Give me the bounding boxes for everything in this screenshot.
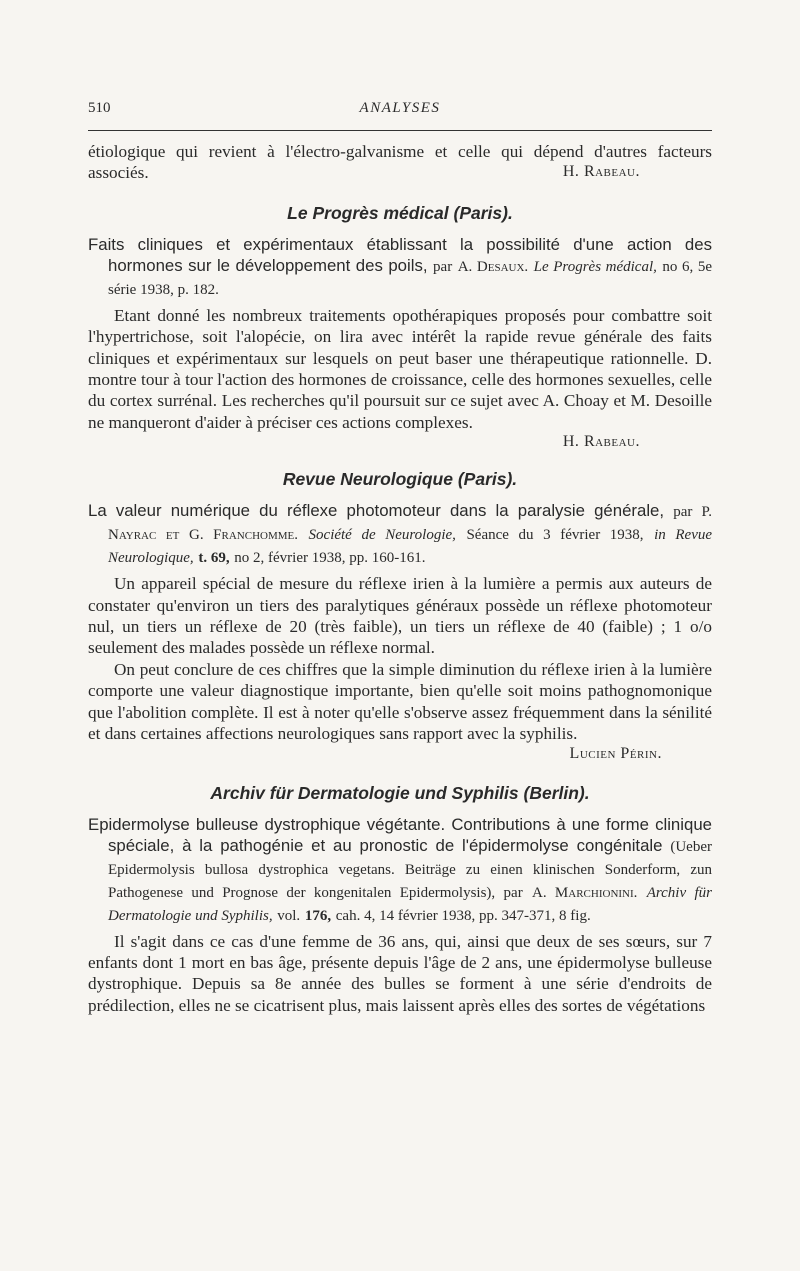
ref-in: in Revue Neurologique,: [108, 527, 713, 567]
ref-details: no 2, février 1938, pp. 160-161.: [234, 550, 426, 567]
section3-body: Il s'agit dans ce cas d'une femme de 36 ans, qui, ainsi que deux de ses sœurs, sur 7 enfants dont 1 mort en bas âge, présente depuis l'âge de 2 ans, une épidermolyse bulleuse dystrophique. Depuis sa 8e année des bulles se forment à une série d'endroits de prédilection, elles ne se cicatrisent plus, mais laissent après elles des sortes de végétations: [88, 931, 712, 1015]
article-title-3: [88, 814, 712, 927]
article-title-1: [88, 234, 712, 301]
header-rule: [88, 130, 712, 131]
section1-signature: [88, 433, 712, 451]
section2-signature: [88, 745, 712, 763]
section2-body-1: Un appareil spécial de mesure du réflexe irien à la lumière a permis aux auteurs de constater qu'environ un tiers des paralytiques généraux possède un réflexe photomoteur nul, un tiers un réflexe de 20 (très faible), un tiers un réflexe de 40 (faible) ; 1 o/o seulement des malades possède un réflexe normal.: [88, 574, 712, 658]
ref-par: par: [433, 258, 453, 275]
ref-german-title: (Ueber Epidermolysis bullosa dystrophica vegetans. Beiträge zu einen klinischen Sonderform, zun Pathogenese und Prognose der kongenitalen Epidermolysis), par: [108, 838, 712, 901]
journal-heading-revue-neurologique: Revue Neurologique (Paris).: [282, 469, 518, 490]
journal-heading-archiv-dermatologie: Archiv für Dermatologie und Syphilis (Berlin).: [210, 782, 590, 803]
section1-body: Etant donné les nombreux traitements opothérapiques proposés pour combattre soit l'hypertrichose, soit l'alopécie, on lira avec intérêt la rapide revue générale des faits cliniques et expérimentaux sur lesquels on peut baser une thérapeutique rationnelle. D. montre tour à tour l'action des hormones de croissance, celle des hormones sexuelles, celle du cortex surrénal. Les recherches qu'il poursuit sur ce sujet avec A. Choay et M. Desoille ne manqueront d'aider à préciser ces actions complexes.: [88, 305, 712, 432]
page: [88, 96, 712, 1016]
ref-authors: P. Nayrac et G. Franchomme.: [108, 504, 712, 544]
ref-volume: t. 69,: [198, 550, 230, 567]
ref-details: cah. 4, 14 février 1938, pp. 347-371, 8 fig.: [335, 907, 591, 924]
ref-journal: Le Progrès médical,: [533, 258, 657, 275]
section2-body-2: On peut conclure de ces chiffres que la simple diminution du réflexe irien à la lumière comporte une valeur diagnostique importante, bien qu'elle soit moins pathognomonique que l'abolition complète. Il est à noter qu'elle s'observe assez fréquemment dans la sénilité et dans certaines affections neurologiques sans rapport avec la syphilis.: [88, 659, 712, 744]
running-title: ANALYSES: [359, 100, 441, 116]
ref-journal: Archiv für Dermatologie und Syphilis,: [108, 884, 712, 924]
journal-heading-progres-medical: Le Progrès médical (Paris).: [287, 202, 513, 223]
article-title-2: [88, 500, 712, 569]
ref-details: no 6, 5e série 1938, p. 182.: [108, 258, 712, 298]
page-header: [88, 96, 712, 126]
title-text: La valeur numérique du réflexe photomoteur dans la paralysie générale,: [88, 501, 665, 521]
ref-author: A. Desaux.: [457, 258, 529, 275]
ref-par: par: [673, 504, 693, 521]
title-text: Epidermolyse bulleuse dystrophique végétante. Contributions à une forme clinique spéciale, à la pathogénie et au pronostic de l'épidermolyse congénitale: [88, 814, 712, 855]
title-text: Faits cliniques et expérimentaux établissant la possibilité d'une action des hormones sur le développement des poils,: [88, 234, 712, 275]
signature-name: Lucien Périn.: [569, 744, 662, 762]
ref-session: Séance du 3 février 1938,: [466, 527, 644, 544]
intro-signature: [88, 163, 712, 181]
ref-volume: 176,: [304, 907, 332, 924]
page-number: 510: [88, 100, 111, 116]
intro-paragraph: étiologique qui revient à l'électro-galvanisme et celle qui dépend d'autres facteurs associés.: [88, 142, 712, 183]
signature-initial: H.: [562, 162, 580, 180]
ref-author: A. Marchionini.: [531, 884, 638, 901]
ref-vol-label: vol.: [277, 907, 301, 924]
signature-name: Rabeau.: [583, 162, 640, 180]
signature-name: Rabeau.: [583, 433, 640, 451]
signature-initial: H.: [562, 433, 580, 451]
ref-society: Société de Neurologie,: [308, 527, 456, 544]
